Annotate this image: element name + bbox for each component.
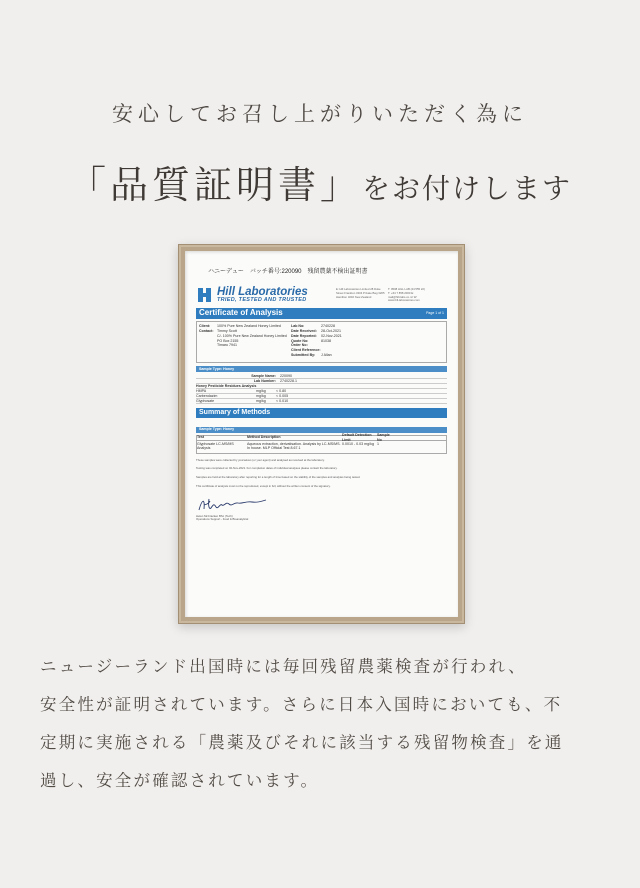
lab-field: Date Reported: 02-Nov-2021 <box>291 333 342 338</box>
method-col-header: Test <box>197 435 205 440</box>
headline-rest: をお付けします <box>362 172 573 205</box>
method-row: Glyphosate LC-MS/MS Analysis Aqueous extraction, derivatisation. Analysis by LC-MS/MS. In house. MLP Official Test 8.67.1 0.0010 - 0.03 mg/kg 1 <box>197 441 379 451</box>
client-block <box>196 321 447 363</box>
client-value: 100% Pure New Zealand Honey Limited <box>217 324 281 329</box>
lab-field: Order No: <box>291 343 308 348</box>
coa-heading-bar <box>196 308 447 319</box>
contact-line: C/- 100% Pure New Zealand Honey Limited <box>217 333 287 338</box>
cert-note: Testing was completed on 02-Nov-2021. For completion dates of individual analyses please contact the laboratory. <box>196 466 338 471</box>
certificate-frame <box>178 244 465 624</box>
description-line: 過し、安全が確認されています。 <box>40 771 320 790</box>
residue-row: Carbendazim mg/kg < 0.005 <box>196 394 447 399</box>
certificate-mat <box>185 251 458 617</box>
residue-row: HMPA mg/kg < 0.80 <box>196 389 447 394</box>
certificate-document <box>196 268 447 607</box>
lab-field: Client Reference: <box>291 348 321 353</box>
lab-number-value: 2740228.1 <box>280 378 297 383</box>
signature-icon <box>196 495 447 515</box>
method-col-header: Method Description <box>247 435 281 440</box>
lab-field: Quote No: 81038 <box>291 338 331 343</box>
contact-line: Timaru 7941 <box>217 343 238 348</box>
lab-logo-mark-icon <box>196 286 214 304</box>
lab-tagline: TRIED, TESTED AND TRUSTED <box>217 297 307 304</box>
cert-note: These samples were collected by yourselves (or your agent) and analysed as received at the laboratory. <box>196 457 325 462</box>
cert-note: Samples are held at the laboratory after reporting for a length of time based on the stability of the samples and analytes being tested. <box>196 475 361 480</box>
lab-field: Date Received: 28-Oct-2021 <box>291 328 341 333</box>
headline-main: 「品質証明書」 <box>67 163 362 207</box>
results-table <box>196 374 447 404</box>
methods-table <box>196 432 447 454</box>
methods-heading: Summary of Methods <box>199 409 271 417</box>
cert-note: This certificate of analysis must not be reproduced, except in full, without the written consent of the signatory. <box>196 483 331 488</box>
analysis-title: Honey Pesticide Residues Analysis <box>196 384 447 389</box>
description-line: ニュージーランド出国時には毎回残留農薬検査が行われ、 <box>40 657 527 676</box>
methods-sample-type-bar: Sample Type: Honey <box>196 427 447 433</box>
contact-line: Timmy Scott <box>217 328 237 333</box>
lab-contact: T: 0508 HILL LAB (44 555 22) T: +64 7 858 2000 E: mail@hill-labs.co.nz W: www.hill-laboratories.com <box>388 287 425 303</box>
methods-heading-bar <box>196 408 447 418</box>
sample-type-bar: Sample Type: Honey <box>196 366 447 372</box>
lab-header <box>196 286 447 304</box>
lab-address: E: Hill Laboratories Limited 28 Duke Street Frankton 3204 Private Bag 3205 Hamilton 3240 New Zealand <box>336 287 385 299</box>
contact-label: Contact: <box>199 328 214 333</box>
method-col-header: Default Detection Limit <box>342 432 372 442</box>
subtitle: 安心してお召し上がりいただく為に <box>112 102 528 126</box>
lab-field: Lab No: 2740228 <box>291 324 335 329</box>
method-col-header: Sample No <box>377 432 390 442</box>
description-line: 定期に実施される「農薬及びそれに該当する残留物検査」を通 <box>40 733 564 752</box>
lab-number-label: Lab Number: <box>253 378 276 383</box>
description <box>40 648 610 800</box>
headline <box>0 154 640 209</box>
lab-name: Hill Laboratories <box>217 285 308 298</box>
sample-name-label: Sample Name: <box>251 373 276 378</box>
certificate-doc-title: ハニーデュー バッチ番号:220090 残留農薬不検出証明書 <box>208 269 368 275</box>
coa-page: Page 1 of 1 <box>426 311 444 316</box>
contact-line: PO Box 2155 <box>217 338 239 343</box>
description-line: 安全性が証明されています。さらに日本入国時においても、不 <box>40 695 563 714</box>
coa-heading: Certificate of Analysis <box>199 308 283 318</box>
methods-note <box>196 420 447 424</box>
signer-name: Helen McCracken BSc (Tech) <box>196 513 233 518</box>
signer-title: Operations Support - Food & Bioanalytical <box>196 517 249 522</box>
residue-row: Glyphosate mg/kg < 0.010 <box>196 399 447 404</box>
lab-logo <box>196 286 336 304</box>
sample-name-value: 220090 <box>280 373 292 378</box>
lab-field: Submitted By: J Allan <box>291 353 332 358</box>
client-label: Client: <box>199 324 211 329</box>
